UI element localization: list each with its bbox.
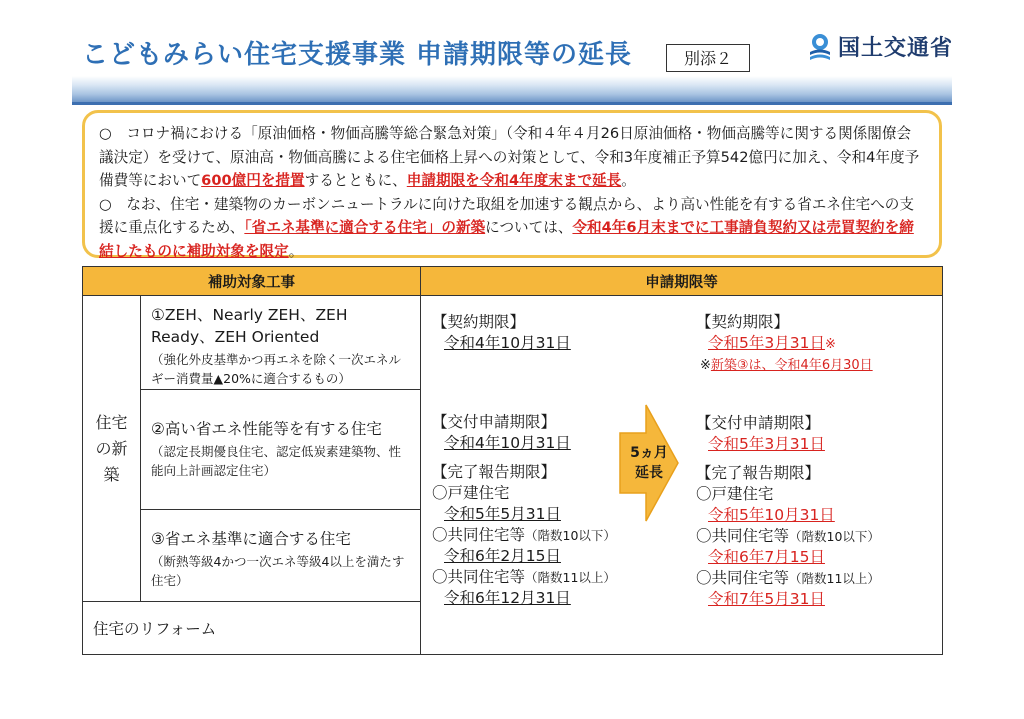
category-energy-standard: ③省エネ基準に適合する住宅 （断熱等級4かつ一次エネ等級4以上を満たす住宅） (141, 510, 421, 602)
ministry-name: 国土交通省 (838, 36, 954, 61)
category-zeh: ①ZEH、Nearly ZEH、ZEH Ready、ZEH Oriented （強化外皮基準かつ再エネを除く一次エネルギー消費量▲20%に適合するもの） (141, 296, 421, 390)
summary-paragraph-2: ○ なお、住宅・建築物のカーボンニュートラルに向けた取組を加速する観点から、より高い性能を有する省エネ住宅への支援に重点化するため、「省エネ基準に適合する住宅」の新築については、令和4年6月末までに工事請負契約又は売買契約を締結したものに補助対象を限定。 (99, 195, 914, 260)
header-target-works: 補助対象工事 (83, 267, 421, 296)
attachment-label: 別添２ (666, 44, 750, 72)
summary-box (82, 110, 942, 258)
before-deadlines: 【契約期限】 令和4年10月31日 【交付申請期限】 令和4年10月31日 【完了報告期限】 〇戸建住宅 令和5年5月31日 〇共同住宅等（階数10以下） 令和6年2月15日 〇共同住宅等（階数11以上） 令和6年12月31日 (432, 313, 616, 607)
extension-label: 5ヵ月 延長 (630, 445, 668, 481)
target-highlight: 「省エネ基準に適合する住宅」の新築 (244, 219, 486, 236)
budget-highlight: 600億円を措置 (201, 172, 305, 189)
after-deadlines: 【契約期限】 令和5年3月31日※ ※新築③は、令和4年6月30日 【交付申請期限】 令和5年3月31日 【完了報告期限】 〇戸建住宅 令和5年10月31日 〇共同住宅等（階数10以下） 令和6年7月15日 〇共同住宅等（階数11以上） 令和7年5月31日 (696, 313, 880, 608)
summary-paragraph-1: ○ コロナ禍における「原油価格・物価高騰等総合緊急対策」（令和４年４月26日原油価格・物価高騰等に関する関係閣僚会議決定）を受けて、原油高・物価高騰による住宅価格上昇への対策として、令和3年度補正予算542億円に加え、令和4年度予備費等において600億円を措置するとともに、申請期限を令和4年度末まで延長。 (99, 125, 920, 189)
category-high-performance: ②高い省エネ性能等を有する住宅 （認定長期優良住宅、認定低炭素建築物、性能向上計画認定住宅） (141, 390, 421, 510)
header-band (72, 76, 952, 102)
row-group-new-construction: 住宅の新築 (83, 296, 141, 602)
ministry-logo (808, 31, 953, 62)
header-deadlines: 申請期限等 (421, 267, 943, 296)
page-title: こどもみらい住宅支援事業 申請期限等の延長 (82, 40, 633, 70)
restriction-highlight: 令和4年6月末までに工事請負契約又は売買契約を締結したものに補助対象を限定 (99, 219, 914, 260)
category-reform: 住宅のリフォーム (83, 602, 421, 655)
ministry-emblem-icon (808, 32, 832, 62)
deadline-highlight: 申請期限を令和4年度末まで延長 (406, 172, 622, 189)
